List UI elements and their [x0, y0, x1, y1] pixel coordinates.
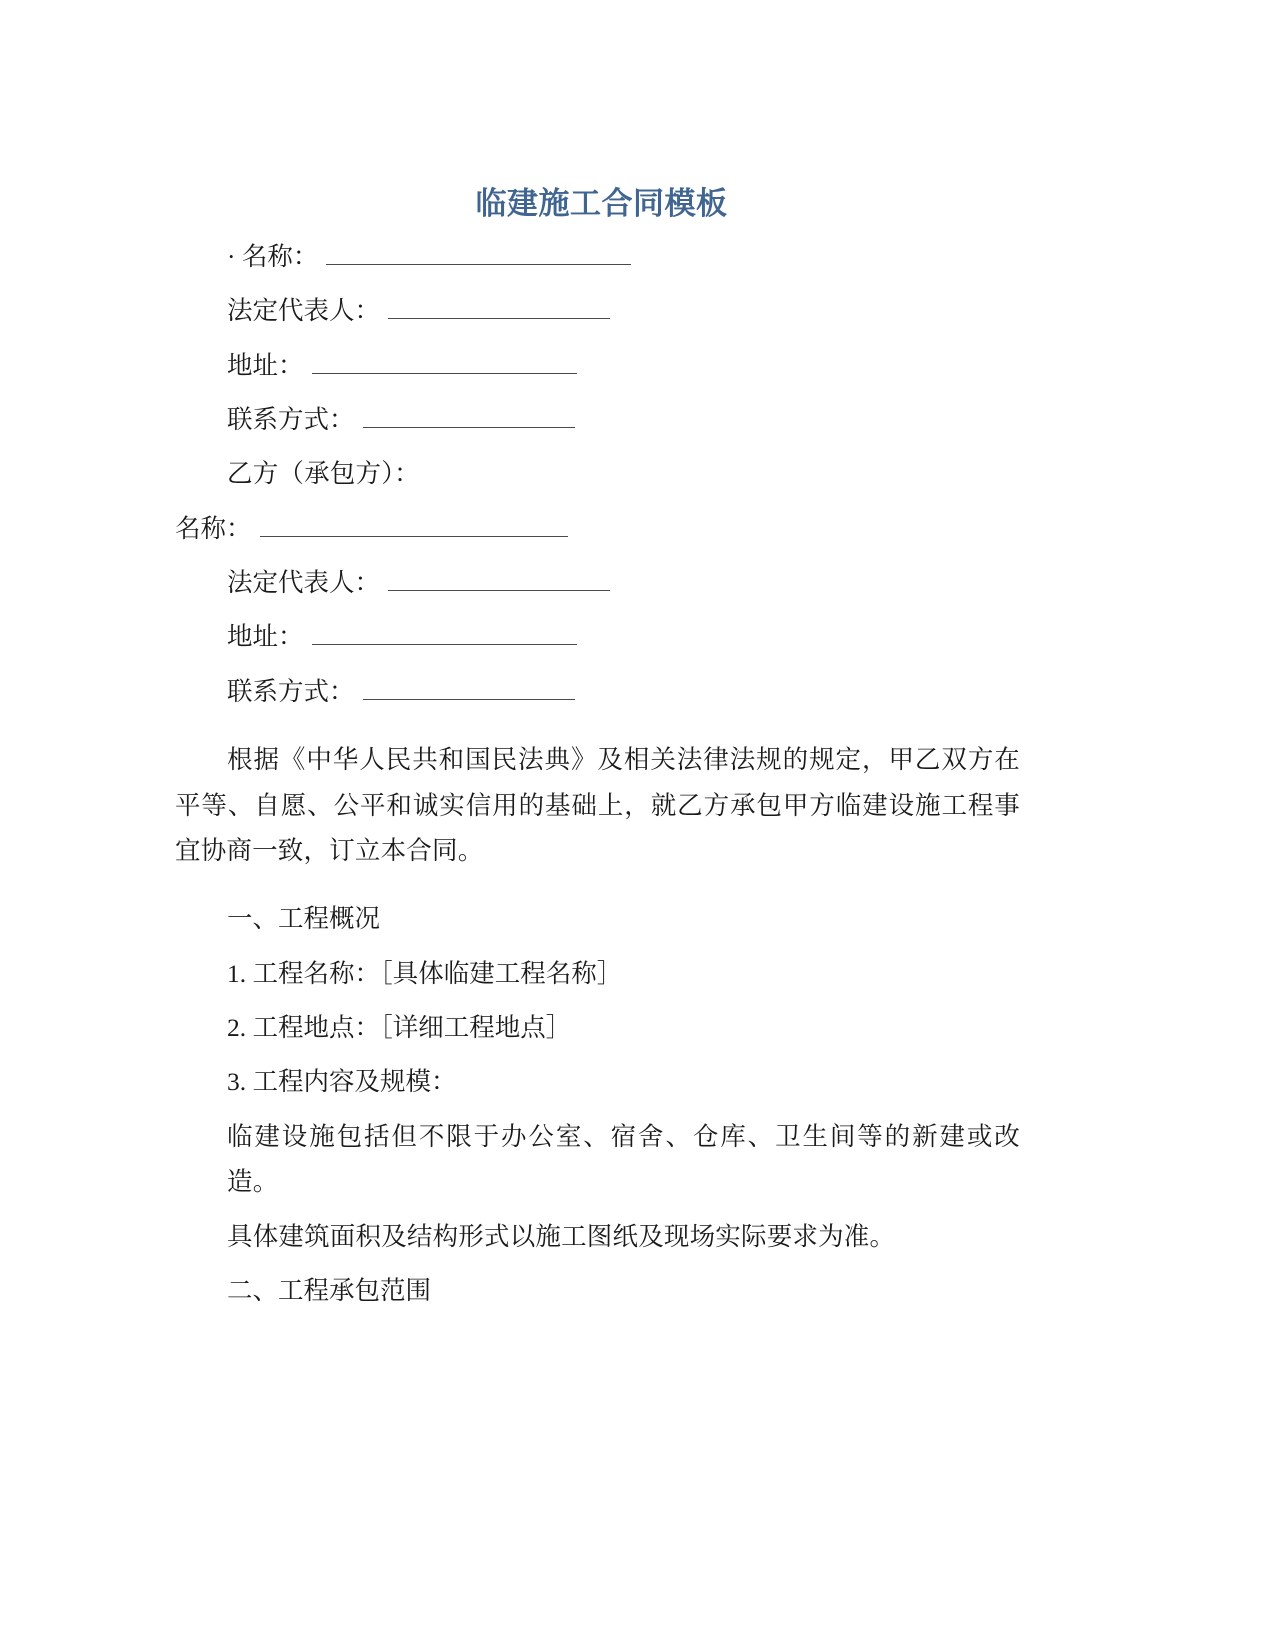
page-title: 临建施工合同模板: [475, 186, 728, 221]
section-heading-1: 一、工程概况: [227, 904, 381, 934]
party-b-address-label: 地址：: [227, 622, 304, 652]
spacer: [175, 723, 1020, 737]
party-a-contact-label: 联系方式：: [227, 404, 355, 434]
party-b-name-label: 名称：: [175, 513, 252, 543]
preamble-paragraph: 根据《中华人民共和国民法典》及相关法律法规的规定，甲乙双方在平等、自愿、公平和诚实信用的基础上，就乙方承包甲方临建设施工程事宜协商一致，订立本合同。: [175, 745, 1020, 865]
party-b-legal-rep-blank[interactable]: [388, 561, 610, 591]
party-b-contact-blank[interactable]: [363, 669, 575, 699]
section-1-item-1: 1. 工程名称：［具体临建工程名称］: [227, 958, 623, 988]
party-a-name-blank[interactable]: [326, 234, 631, 264]
section-1-paragraph-1: 临建设施包括但不限于办公室、宿舍、仓库、卫生间等的新建或改造。: [227, 1121, 1020, 1197]
party-a-name-row: [175, 234, 1020, 279]
party-b-name-row: [175, 506, 1020, 551]
party-a-legal-rep-blank[interactable]: [388, 289, 610, 319]
party-a-legal-rep-label: 法定代表人：: [227, 296, 381, 326]
section-1-item-3: 3. 工程内容及规模：: [227, 1067, 457, 1097]
party-a-address-blank[interactable]: [312, 343, 577, 373]
section-heading-2: 二、工程承包范围: [227, 1275, 432, 1305]
party-a-contact-row: [175, 397, 1020, 442]
party-a-legal-rep-row: [175, 288, 1020, 333]
party-a-address-row: [175, 343, 1020, 388]
spacer: [175, 882, 1020, 896]
party-b-contact-label: 联系方式：: [227, 676, 355, 706]
party-b-contact-row: [175, 669, 1020, 714]
section-1-paragraph-2: 具体建筑面积及结构形式以施工图纸及现场实际要求为准。: [227, 1221, 896, 1251]
party-b-heading: 乙方（承包方）：: [227, 459, 420, 489]
party-b-legal-rep-row: [175, 560, 1020, 605]
party-a-name-label: · 名称：: [227, 241, 319, 271]
party-a-address-label: 地址：: [227, 350, 304, 380]
document-body: [175, 185, 1020, 1322]
party-a-contact-blank[interactable]: [363, 398, 575, 428]
party-b-legal-rep-label: 法定代表人：: [227, 568, 381, 597]
party-b-name-blank[interactable]: [260, 506, 568, 536]
section-1-item-2: 2. 工程地点：［详细工程地点］: [227, 1013, 572, 1042]
party-b-address-blank[interactable]: [312, 615, 577, 645]
party-b-address-row: [175, 614, 1020, 659]
